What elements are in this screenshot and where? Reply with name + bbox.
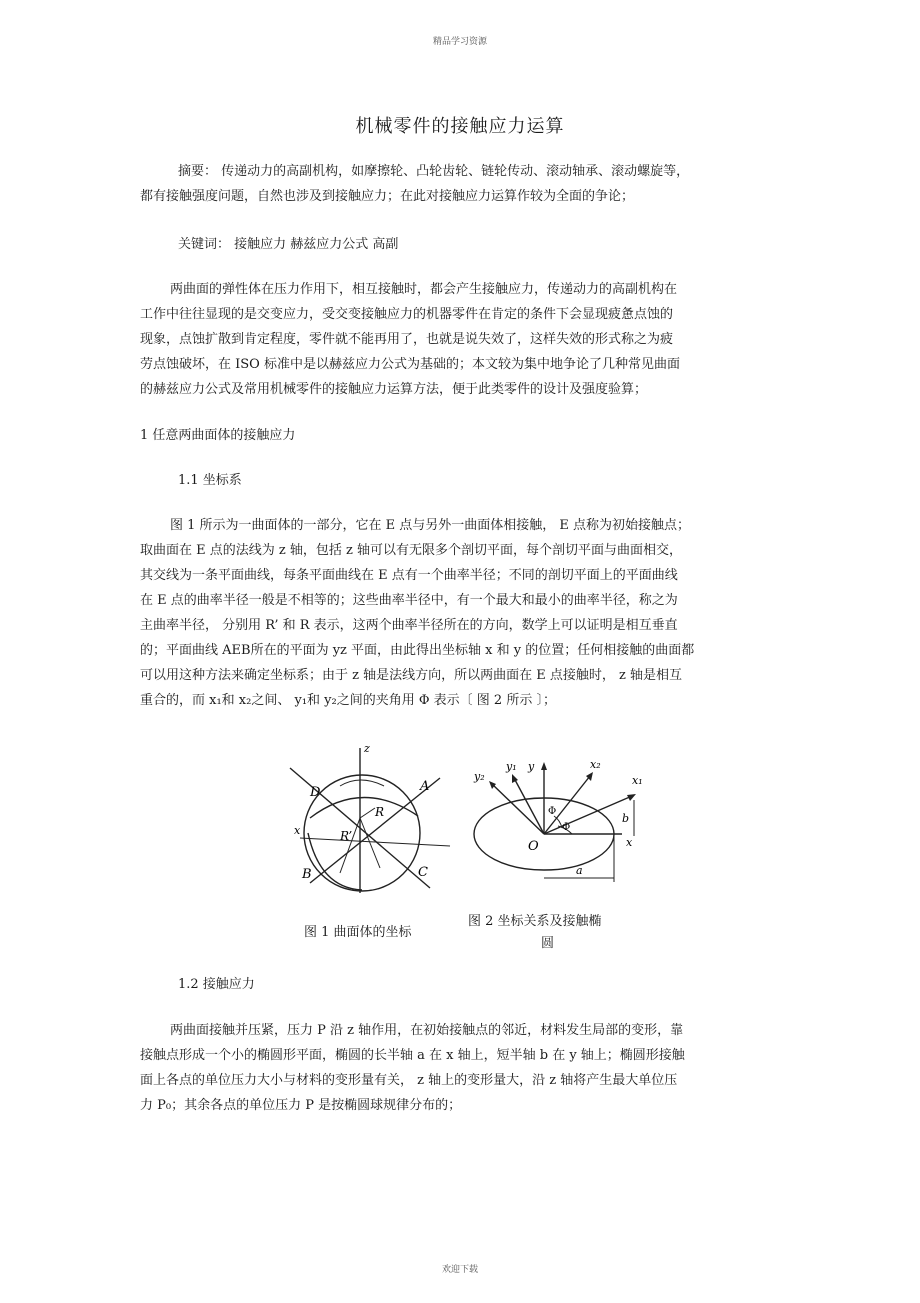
- section-1-1-line-2: 取曲面在 E 点的法线为 z 轴，包括 z 轴可以有无限多个剖切平面，每个剖切平面与曲面相交，: [140, 543, 682, 558]
- fig2-label-origin: O: [528, 839, 539, 854]
- fig1-label-a: A: [420, 779, 430, 794]
- section-1-2-heading: 1.2 接触应力: [178, 977, 255, 992]
- intro-line-4: 劳点蚀破坏，在 ISO 标准中是以赫兹应力公式为基础的；本文较为集中地争论了几种常见曲面: [140, 357, 680, 372]
- abstract-line-1: 摘要： 传递动力的高副机构，如摩擦轮、凸轮齿轮、链轮传动、滚动轴承、滚动螺旋等，: [178, 164, 690, 179]
- fig1-label-z: z: [364, 742, 370, 755]
- section-1-1-heading: 1.1 坐标系: [178, 473, 242, 488]
- page-footer-note: 欢迎下载: [441, 1265, 478, 1275]
- section-1-2-line-4: 力 P₀；其余各点的单位压力 P 是按椭圆球规律分布的；: [140, 1098, 462, 1113]
- fig1-label-r: R: [375, 805, 385, 819]
- fig2-label-y2: y₂: [474, 770, 485, 783]
- section-1-1-line-6: 的；平面曲线 AEB所在的平面为 yz 平面，由此得出坐标轴 x 和 y 的位置；任何相接触的曲面都: [140, 643, 695, 658]
- intro-line-1: 两曲面的弹性体在压力作用下，相互接触时，都会产生接触应力，传递动力的高副机构在: [170, 282, 678, 297]
- section-1-1-line-1: 图 1 所示为一曲面体的一部分，它在 E 点与另外一曲面体相接触， E 点称为初始接触点；: [170, 518, 691, 533]
- section-1-2-line-3: 面上各点的单位压力大小与材料的变形量有关， z 轴上的变形量大，沿 z 轴将产生最大单位压: [140, 1073, 678, 1088]
- section-1-1-line-8: 重合的，而 x₁和 x₂之间、 y₁和 y₂之间的夹角用 Φ 表示〔 图 2 所示 〕；: [140, 693, 556, 708]
- keywords-line: 关键词： 接触应力 赫兹应力公式 高副: [178, 237, 399, 252]
- figure-1-caption: 图 1 曲面体的坐标: [304, 925, 412, 940]
- fig1-label-b: B: [302, 867, 312, 882]
- intro-line-5: 的赫兹应力公式及常用机械零件的接触应力运算方法，便于此类零件的设计及强度验算；: [140, 382, 648, 397]
- fig1-label-x: x: [294, 824, 301, 837]
- document-title: 机械零件的接触应力运算: [355, 116, 565, 137]
- section-1-1-line-4: 在 E 点的曲率半径一般是不相等的；这些曲率半径中，有一个最大和最小的曲率半径，称之为: [140, 593, 678, 608]
- intro-line-2: 工作中往往显现的是交变应力，受交变接触应力的机器零件在肯定的条件下会显现疲惫点蚀的: [140, 307, 674, 322]
- abstract-line-2: 都有接触强度问题，自然也涉及到接触应力；在此对接触应力运算作较为全面的争论；: [140, 189, 635, 204]
- fig2-label-x2: x₂: [590, 758, 601, 771]
- section-1-1-line-5: 主曲率半径， 分别用 R’ 和 R 表示，这两个曲率半径所在的方向，数学上可以证明是相互垂直: [140, 618, 678, 633]
- section-1-heading: 1 任意两曲面体的接触应力: [140, 428, 296, 443]
- figure-2-caption-line-2: 圆: [541, 936, 555, 951]
- fig2-label-a: a: [576, 864, 583, 877]
- fig1-label-r-prime: R’: [340, 829, 353, 843]
- fig1-label-d: D: [310, 785, 321, 800]
- fig2-label-phi-2: Φ: [562, 822, 571, 833]
- figures-container: [280, 738, 660, 908]
- fig2-label-x: x: [626, 836, 633, 849]
- intro-line-3: 现象，点蚀扩散到肯定程度，零件就不能再用了，也就是说失效了，这样失效的形式称之为疲: [140, 332, 674, 347]
- figure-2-contact-ellipse-diagram: [462, 754, 652, 904]
- fig2-label-x1: x₁: [632, 774, 643, 787]
- fig2-label-y: y: [528, 760, 535, 773]
- section-1-1-line-3: 其交线为一条平面曲线，每条平面曲线在 E 点有一个曲率半径；不同的剖切平面上的平面曲线: [140, 568, 678, 583]
- page-header-note: 精品学习资源: [432, 37, 487, 47]
- section-1-2-line-2: 接触点形成一个小的椭圆形平面，椭圆的长半轴 a 在 x 轴上，短半轴 b 在 y 轴上；椭圆形接触: [140, 1048, 685, 1063]
- figure-2-caption-line-1: 图 2 坐标关系及接触椭: [468, 914, 602, 929]
- fig2-label-y1: y₁: [506, 760, 517, 773]
- figure-1-curved-body-diagram: [280, 738, 460, 908]
- fig1-label-c: C: [418, 865, 428, 880]
- section-1-1-line-7: 可以用这种方法来确定坐标系；由于 z 轴是法线方向，所以两曲面在 E 点接触时， z 轴是相互: [140, 668, 682, 683]
- section-1-2-line-1: 两曲面接触并压紧，压力 P 沿 z 轴作用，在初始接触点的邻近，材料发生局部的变形，靠: [170, 1023, 684, 1038]
- fig2-label-b: b: [622, 812, 630, 825]
- fig2-label-phi-1: Φ: [548, 806, 557, 817]
